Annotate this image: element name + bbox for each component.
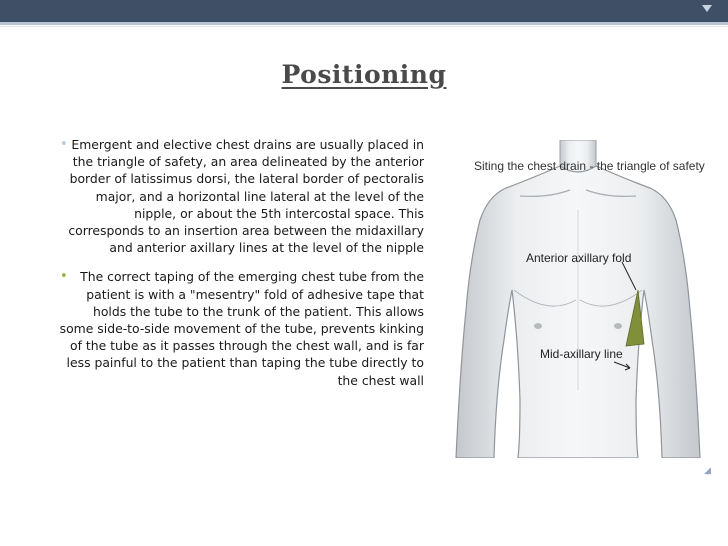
torso-illustration-icon (448, 140, 708, 458)
header-band (0, 0, 728, 22)
chest-illustration (448, 140, 708, 458)
header-accent-line-thin (0, 26, 728, 27)
mid-axillary-label: Mid-axillary line (540, 347, 623, 361)
paragraph-text: The correct taping of the emerging chest tube from the patient is with a "mesentry" fold of adhesive tape that holds the tube to the trunk of the patient. This allows some side-to-side movement of the tube, prevents kinking of the tube as it passes through the chest wall, and is far less painful to the patient than taping the tube directly to the chest wall (59, 269, 424, 388)
bullet-dot-icon: • (60, 269, 68, 285)
anterior-axillary-label: Anterior axillary fold (526, 251, 632, 265)
slide-body (56, 136, 424, 401)
bullet-paragraph-1 (56, 136, 424, 256)
paragraph-text: Emergent and elective chest drains are usually placed in the triangle of safety, an area delineated by the anterior border of latissimus dorsi, the lateral border of pectoralis major, and a horizontal line lateral at the level of the nipple, or about the 5th intercostal space. This corresponds to an insertion area between the midaxillary and anterior axillary lines at the level of the nipple (68, 137, 424, 256)
header-accent-line (0, 22, 728, 25)
figure-caption: Siting the chest drain - the triangle of safety (474, 159, 705, 173)
bullet-dot-icon: • (60, 137, 68, 152)
slide-corner-icon: ◢ (704, 466, 711, 476)
bullet-paragraph-2 (56, 268, 424, 388)
corner-triangle-icon (702, 5, 712, 12)
slide-title: Positioning (281, 60, 447, 89)
